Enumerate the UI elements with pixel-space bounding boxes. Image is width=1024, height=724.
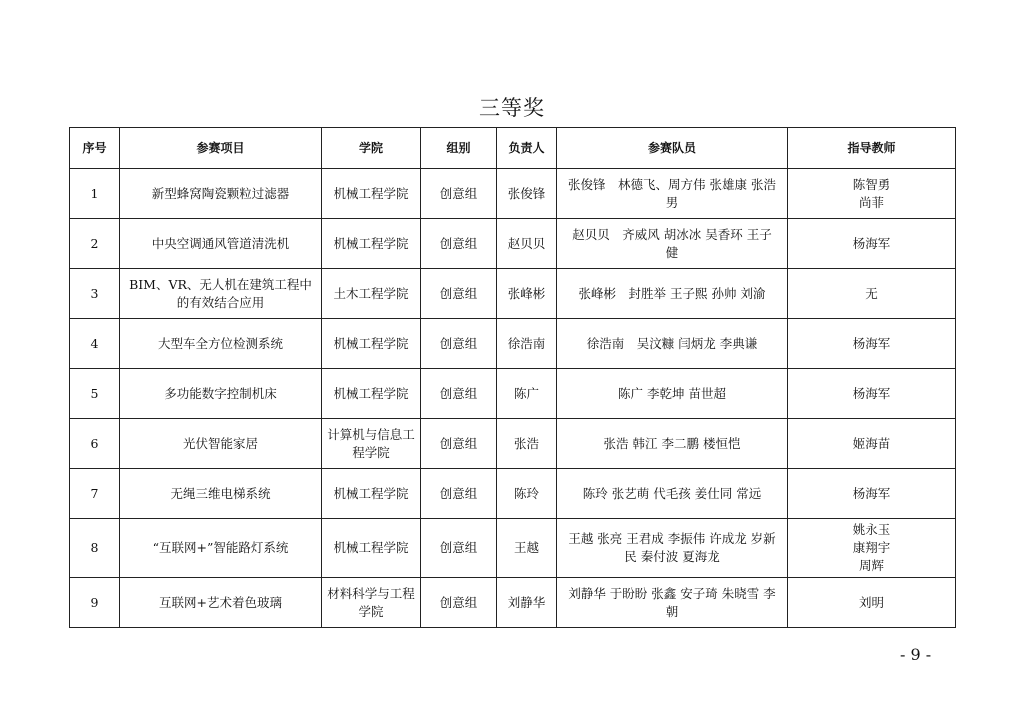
table-row	[70, 269, 956, 319]
header-college: 学院	[322, 128, 421, 169]
cell-members: 张俊锋 林德飞、周方伟 张雄康 张浩男	[557, 169, 788, 219]
cell-advisor: 杨海军	[788, 219, 956, 269]
page-title: 三等奖	[479, 96, 545, 120]
table-row	[70, 519, 956, 578]
table-row	[70, 419, 956, 469]
cell-group: 创意组	[421, 269, 497, 319]
cell-project: 新型蜂窝陶瓷颗粒过滤器	[120, 169, 322, 219]
cell-group: 创意组	[421, 519, 497, 578]
cell-advisor: 刘明	[788, 578, 956, 628]
cell-members: 王越 张亮 王君成 李振伟 许成龙 岁新民 秦付波 夏海龙	[557, 519, 788, 578]
cell-no: 9	[70, 578, 120, 628]
header-project: 参赛项目	[120, 128, 322, 169]
cell-members: 陈玲 张艺萌 代毛孩 姜仕同 常远	[557, 469, 788, 519]
cell-college: 机械工程学院	[322, 519, 421, 578]
cell-leader: 王越	[497, 519, 557, 578]
cell-advisor: 姬海苗	[788, 419, 956, 469]
table-row	[70, 219, 956, 269]
cell-no: 5	[70, 369, 120, 419]
cell-advisor: 陈智勇 尚菲	[788, 169, 956, 219]
cell-college: 材料科学与工程学院	[322, 578, 421, 628]
cell-leader: 张峰彬	[497, 269, 557, 319]
cell-leader: 陈玲	[497, 469, 557, 519]
table-row	[70, 369, 956, 419]
cell-project: 多功能数字控制机床	[120, 369, 322, 419]
cell-group: 创意组	[421, 169, 497, 219]
cell-leader: 张浩	[497, 419, 557, 469]
cell-advisor: 杨海军	[788, 369, 956, 419]
cell-project: 大型车全方位检测系统	[120, 319, 322, 369]
cell-college: 土木工程学院	[322, 269, 421, 319]
cell-group: 创意组	[421, 578, 497, 628]
cell-leader: 赵贝贝	[497, 219, 557, 269]
cell-no: 7	[70, 469, 120, 519]
header-leader: 负责人	[497, 128, 557, 169]
cell-college: 机械工程学院	[322, 469, 421, 519]
cell-group: 创意组	[421, 469, 497, 519]
cell-no: 2	[70, 219, 120, 269]
cell-leader: 张俊锋	[497, 169, 557, 219]
cell-group: 创意组	[421, 319, 497, 369]
header-group: 组别	[421, 128, 497, 169]
cell-college: 机械工程学院	[322, 369, 421, 419]
cell-no: 8	[70, 519, 120, 578]
cell-college: 计算机与信息工程学院	[322, 419, 421, 469]
cell-advisor: 无	[788, 269, 956, 319]
cell-college: 机械工程学院	[322, 219, 421, 269]
cell-leader: 徐浩南	[497, 319, 557, 369]
cell-project: 光伏智能家居	[120, 419, 322, 469]
cell-leader: 刘静华	[497, 578, 557, 628]
cell-project: “互联网+”智能路灯系统	[120, 519, 322, 578]
cell-college: 机械工程学院	[322, 319, 421, 369]
table-row	[70, 578, 956, 628]
cell-group: 创意组	[421, 369, 497, 419]
cell-leader: 陈广	[497, 369, 557, 419]
cell-project: 互联网+艺术着色玻璃	[120, 578, 322, 628]
cell-members: 陈广 李乾坤 苗世超	[557, 369, 788, 419]
cell-college: 机械工程学院	[322, 169, 421, 219]
cell-project: BIM、VR、无人机在建筑工程中的有效结合应用	[120, 269, 322, 319]
cell-members: 张浩 韩江 李二鹏 楼恒恺	[557, 419, 788, 469]
table-row	[70, 169, 956, 219]
cell-members: 赵贝贝 齐威风 胡冰冰 吴香环 王子健	[557, 219, 788, 269]
cell-group: 创意组	[421, 219, 497, 269]
cell-advisor: 杨海军	[788, 319, 956, 369]
header-members: 参赛队员	[557, 128, 788, 169]
cell-members: 徐浩南 吴汶糠 闫炳龙 李典谦	[557, 319, 788, 369]
cell-no: 1	[70, 169, 120, 219]
header-advisor: 指导教师	[788, 128, 956, 169]
table-row	[70, 319, 956, 369]
cell-group: 创意组	[421, 419, 497, 469]
header-no: 序号	[70, 128, 120, 169]
cell-no: 4	[70, 319, 120, 369]
table-header-row	[70, 128, 956, 169]
cell-members: 张峰彬 封胜举 王子熙 孙帅 刘渝	[557, 269, 788, 319]
cell-project: 无绳三维电梯系统	[120, 469, 322, 519]
table-row	[70, 469, 956, 519]
cell-advisor: 姚永玉 康翔宇 周辉	[788, 519, 956, 578]
cell-no: 3	[70, 269, 120, 319]
cell-no: 6	[70, 419, 120, 469]
cell-advisor: 杨海军	[788, 469, 956, 519]
cell-members: 刘静华 于盼盼 张鑫 安子琦 朱晓雪 李朝	[557, 578, 788, 628]
page-number: - 9 -	[900, 645, 932, 664]
cell-project: 中央空调通风管道清洗机	[120, 219, 322, 269]
award-table	[69, 127, 956, 628]
